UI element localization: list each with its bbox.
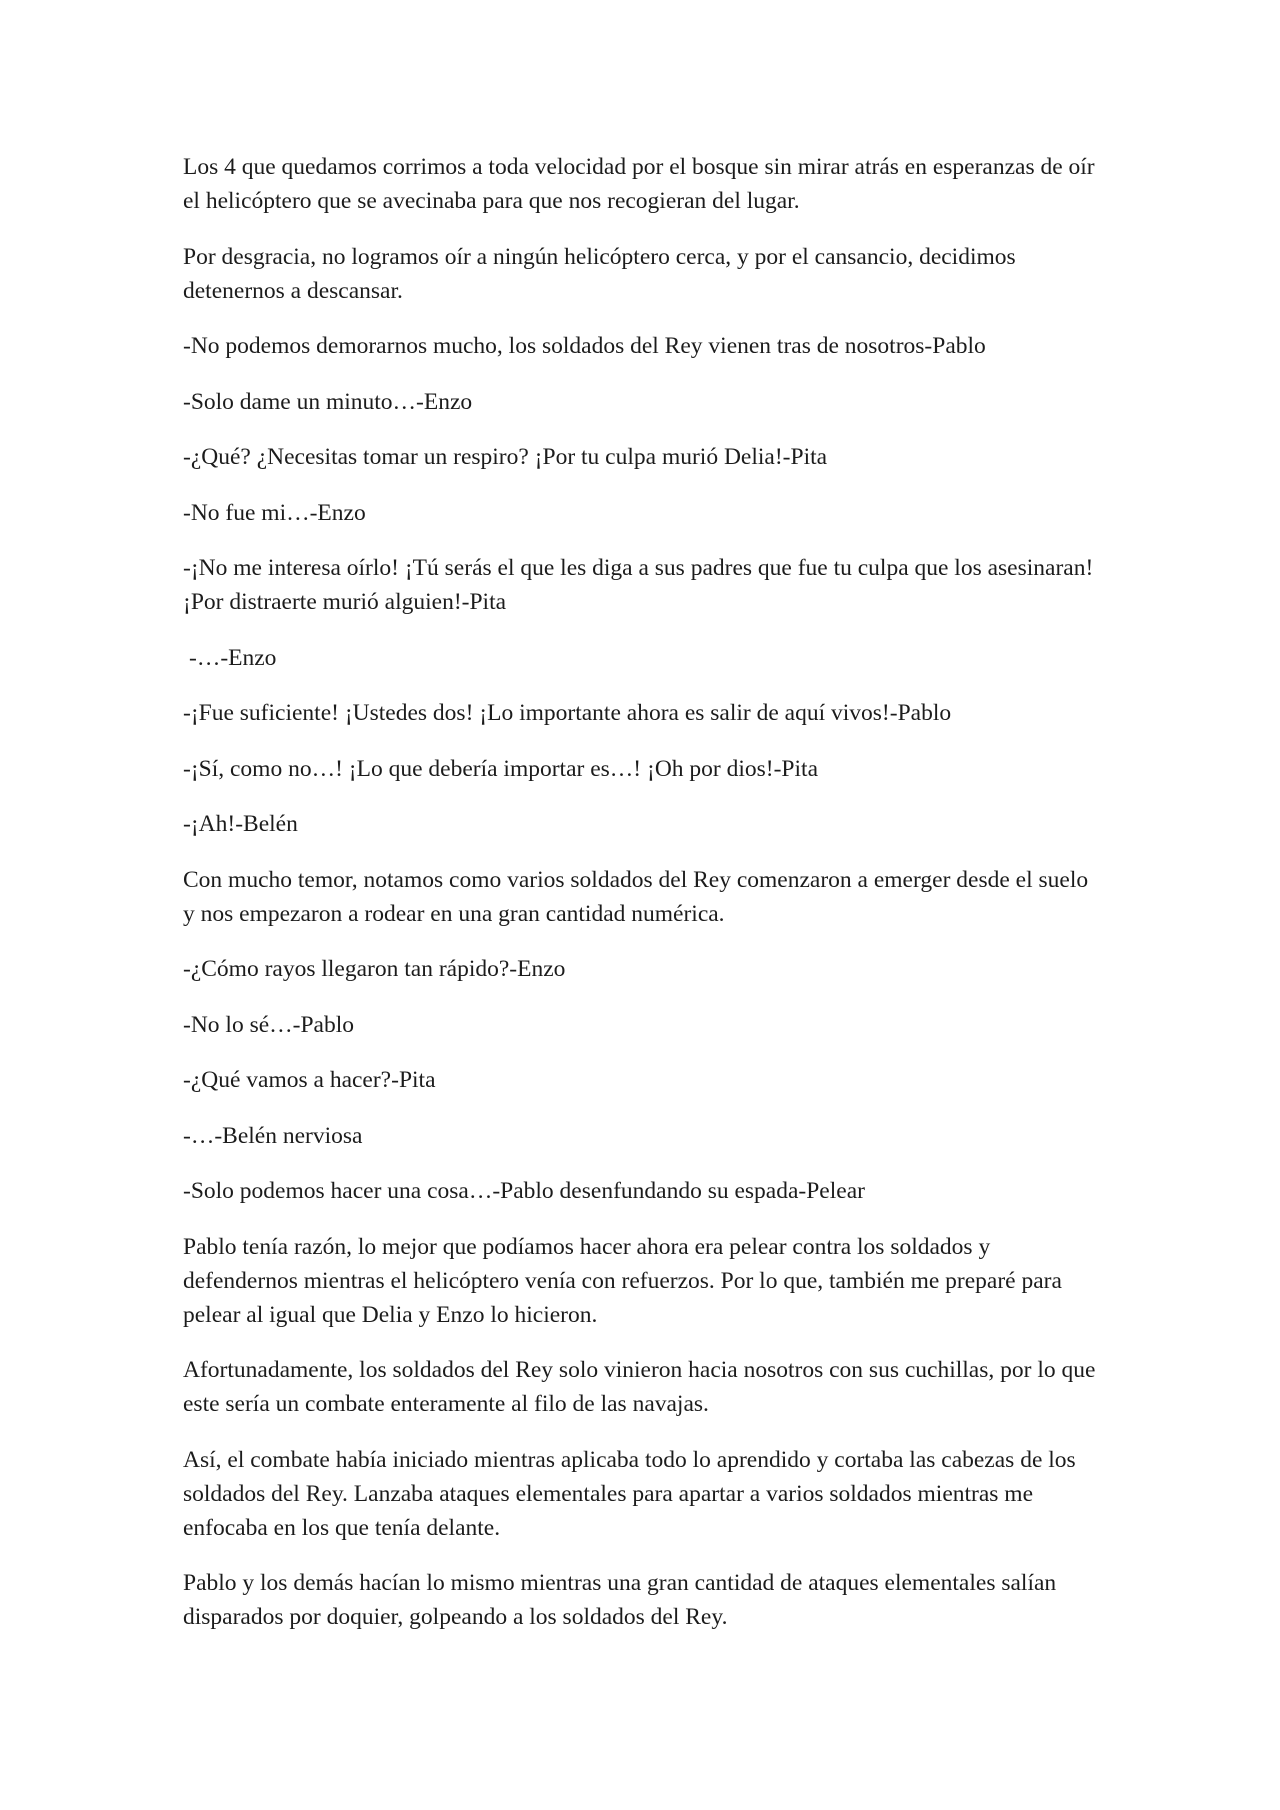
dialogue-line: -¿Qué vamos a hacer?-Pita xyxy=(183,1067,436,1093)
dialogue-line: -¡No me interesa oírlo! ¡Tú serás el que les diga a sus padres que fue tu culpa que los asesinaran! ¡Por distraerte murió alguien!-Pita xyxy=(183,555,1094,615)
paragraph: Por desgracia, no logramos oír a ningún helicóptero cerca, y por el cansancio, decidimos detenernos a descansar. xyxy=(183,243,1016,304)
dialogue-line: -Solo podemos hacer una cosa…-Pablo desenfundando su espada-Pelear xyxy=(183,1178,865,1204)
dialogue-line: -…-Belén nerviosa xyxy=(183,1122,363,1149)
paragraph: Pablo y los demás hacían lo mismo mientras una gran cantidad de ataques elementales salían disparados por doquier, golpeando a los soldados del Rey. xyxy=(183,1570,1057,1630)
dialogue-line: -¡Fue suficiente! ¡Ustedes dos! ¡Lo importante ahora es salir de aquí vivos!-Pablo xyxy=(183,700,952,726)
dialogue-line: -No fue mi…-Enzo xyxy=(183,499,366,526)
dialogue-line: -¡Sí, como no…! ¡Lo que debería importar es…! ¡Oh por dios!-Pita xyxy=(183,755,818,782)
paragraph: Pablo tenía razón, lo mejor que podíamos hacer ahora era pelear contra los soldados y defendernos mientras el helicóptero venía con refuerzos. Por lo que, también me preparé para pelear al igual que Delia y Enzo lo hicieron. xyxy=(183,1233,1062,1328)
dialogue-line: -No lo sé…-Pablo xyxy=(183,1011,355,1038)
document-body xyxy=(183,150,1103,1656)
dialogue-line: -¿Qué? ¿Necesitas tomar un respiro? ¡Por tu culpa murió Delia!-Pita xyxy=(183,444,828,470)
dialogue-line: -…-Enzo xyxy=(189,644,277,671)
dialogue-line: -No podemos demorarnos mucho, los soldados del Rey vienen tras de nosotros-Pablo xyxy=(183,333,986,359)
paragraph: Los 4 que quedamos corrimos a toda velocidad por el bosque sin mirar atrás en esperanzas de oír el helicóptero que se avecinaba para que nos recogieran del lugar. xyxy=(183,154,1095,214)
paragraph: Afortunadamente, los soldados del Rey solo vinieron hacia nosotros con sus cuchillas, por lo que este sería un combate enteramente al filo de las navajas. xyxy=(183,1357,1096,1417)
dialogue-line: -Solo dame un minuto…-Enzo xyxy=(183,388,473,415)
paragraph: Con mucho temor, notamos como varios soldados del Rey comenzaron a emerger desde el suelo y nos empezaron a rodear en una gran cantidad numérica. xyxy=(183,866,1089,927)
dialogue-line: -¿Cómo rayos llegaron tan rápido?-Enzo xyxy=(183,956,566,982)
dialogue-line: -¡Ah!-Belén xyxy=(183,811,298,837)
paragraph: Así, el combate había iniciado mientras aplicaba todo lo aprendido y cortaba las cabezas de los soldados del Rey. Lanzaba ataques elementales para apartar a varios soldados mientras me enfocaba en los que tenía delante. xyxy=(183,1446,1076,1541)
